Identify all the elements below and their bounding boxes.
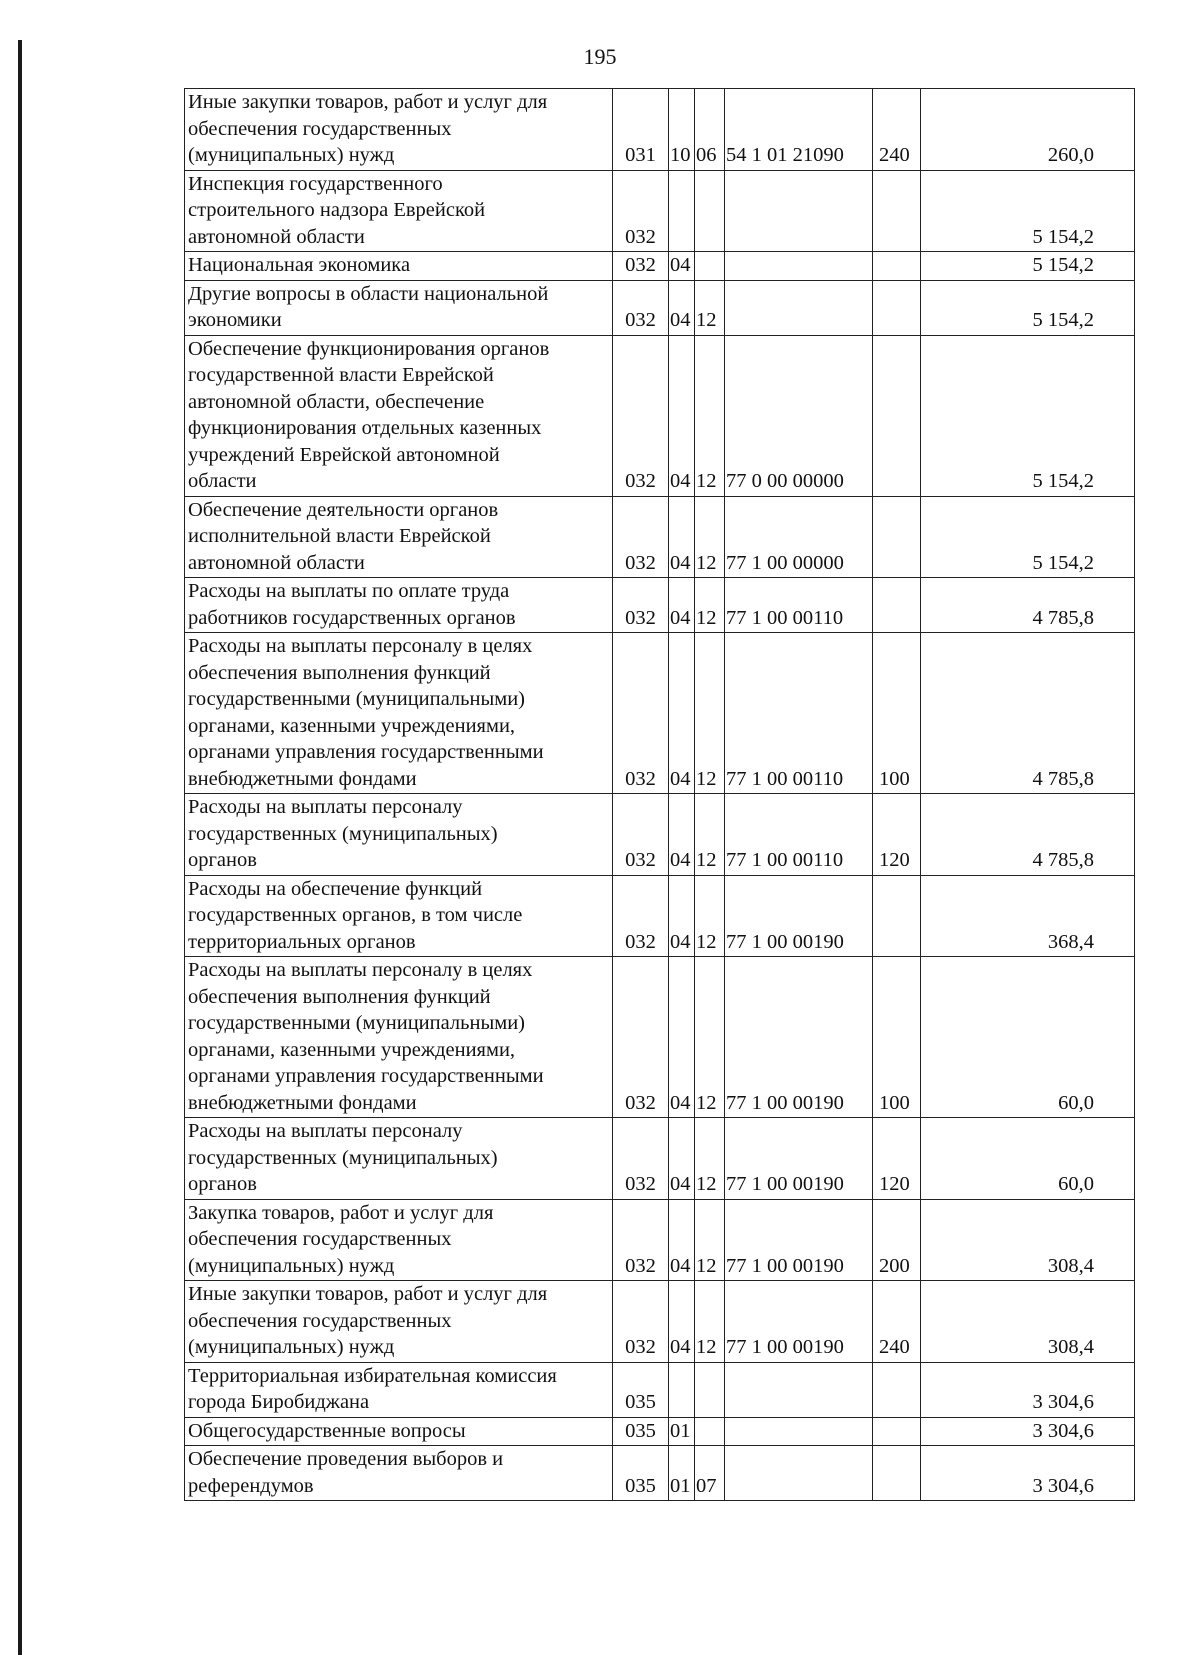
table-row	[185, 1362, 1135, 1417]
ministry-code-cell: 032	[613, 578, 669, 633]
amount-cell: 308,4	[921, 1199, 1135, 1281]
section-code-cell: 01	[669, 1417, 695, 1446]
subsection-code-cell	[695, 170, 725, 252]
section-code-cell	[669, 1362, 695, 1417]
subsection-code-cell: 12	[695, 280, 725, 335]
section-code-cell: 04	[669, 794, 695, 876]
table-row	[185, 335, 1135, 496]
expense-type-cell	[873, 875, 921, 957]
target-article-cell: 77 0 00 00000	[725, 335, 873, 496]
target-article-cell: 77 1 00 00190	[725, 1199, 873, 1281]
subsection-code-cell: 12	[695, 1199, 725, 1281]
row-name-cell: Обеспечение проведения выборов и референдумов	[185, 1446, 613, 1501]
ministry-code-cell: 032	[613, 1281, 669, 1363]
expense-type-cell	[873, 496, 921, 578]
amount-cell: 4 785,8	[921, 578, 1135, 633]
amount-cell: 5 154,2	[921, 252, 1135, 281]
amount-cell: 3 304,6	[921, 1417, 1135, 1446]
target-article-cell: 77 1 00 00000	[725, 496, 873, 578]
target-article-cell	[725, 252, 873, 281]
amount-cell: 4 785,8	[921, 794, 1135, 876]
table-row	[185, 89, 1135, 171]
expense-type-cell: 240	[873, 89, 921, 171]
target-article-cell: 77 1 00 00190	[725, 1281, 873, 1363]
row-name-cell: Иные закупки товаров, работ и услуг для обеспечения государственных (муниципальных) нужд	[185, 89, 613, 171]
subsection-code-cell: 12	[695, 1118, 725, 1200]
section-code-cell: 04	[669, 335, 695, 496]
amount-cell: 60,0	[921, 1118, 1135, 1200]
subsection-code-cell	[695, 1362, 725, 1417]
expense-type-cell: 100	[873, 957, 921, 1118]
ministry-code-cell: 035	[613, 1417, 669, 1446]
section-code-cell: 04	[669, 1281, 695, 1363]
row-name-cell: Расходы на выплаты персоналу в целях обеспечения выполнения функций государственными (муниципальными) органами, казенными учреждениями, органами управления государственными внебюджетными фондами	[185, 633, 613, 794]
amount-cell: 60,0	[921, 957, 1135, 1118]
amount-cell: 3 304,6	[921, 1362, 1135, 1417]
target-article-cell: 77 1 00 00190	[725, 957, 873, 1118]
subsection-code-cell: 12	[695, 578, 725, 633]
row-name-cell: Общегосударственные вопросы	[185, 1417, 613, 1446]
ministry-code-cell: 032	[613, 1118, 669, 1200]
row-name-cell: Национальная экономика	[185, 252, 613, 281]
amount-cell: 5 154,2	[921, 280, 1135, 335]
section-code-cell: 01	[669, 1446, 695, 1501]
target-article-cell: 54 1 01 21090	[725, 89, 873, 171]
ministry-code-cell: 032	[613, 252, 669, 281]
section-code-cell: 04	[669, 578, 695, 633]
subsection-code-cell	[695, 1417, 725, 1446]
table-row	[185, 875, 1135, 957]
target-article-cell	[725, 170, 873, 252]
expense-type-cell: 120	[873, 1118, 921, 1200]
expense-type-cell	[873, 170, 921, 252]
subsection-code-cell: 12	[695, 875, 725, 957]
row-name-cell: Иные закупки товаров, работ и услуг для обеспечения государственных (муниципальных) нужд	[185, 1281, 613, 1363]
page-number: 195	[583, 44, 617, 69]
row-name-cell: Расходы на выплаты персоналу государственных (муниципальных) органов	[185, 794, 613, 876]
expense-type-cell	[873, 578, 921, 633]
target-article-cell: 77 1 00 00110	[725, 633, 873, 794]
row-name-cell: Расходы на выплаты по оплате труда работников государственных органов	[185, 578, 613, 633]
table-row	[185, 1417, 1135, 1446]
expense-type-cell	[873, 280, 921, 335]
row-name-cell: Расходы на выплаты персоналу государственных (муниципальных) органов	[185, 1118, 613, 1200]
table-row	[185, 496, 1135, 578]
expense-type-cell	[873, 1362, 921, 1417]
expense-type-cell	[873, 335, 921, 496]
ministry-code-cell: 031	[613, 89, 669, 171]
table-row	[185, 1281, 1135, 1363]
subsection-code-cell: 12	[695, 633, 725, 794]
amount-cell: 5 154,2	[921, 170, 1135, 252]
expense-type-cell: 100	[873, 633, 921, 794]
section-code-cell: 04	[669, 1199, 695, 1281]
amount-cell: 5 154,2	[921, 496, 1135, 578]
subsection-code-cell	[695, 252, 725, 281]
table-row	[185, 1199, 1135, 1281]
row-name-cell: Территориальная избирательная комиссия города Биробиджана	[185, 1362, 613, 1417]
ministry-code-cell: 035	[613, 1362, 669, 1417]
table-row	[185, 578, 1135, 633]
table-row	[185, 1118, 1135, 1200]
ministry-code-cell: 035	[613, 1446, 669, 1501]
row-name-cell: Обеспечение функционирования органов государственной власти Еврейской автономной области, обеспечение функционирования отдельных казенных учреждений Еврейской автономной области	[185, 335, 613, 496]
ministry-code-cell: 032	[613, 875, 669, 957]
amount-cell: 3 304,6	[921, 1446, 1135, 1501]
subsection-code-cell: 07	[695, 1446, 725, 1501]
target-article-cell	[725, 1362, 873, 1417]
amount-cell: 260,0	[921, 89, 1135, 171]
row-name-cell: Инспекция государственного строительного надзора Еврейской автономной области	[185, 170, 613, 252]
row-name-cell: Расходы на выплаты персоналу в целях обеспечения выполнения функций государственными (муниципальными) органами, казенными учреждениями, органами управления государственными внебюджетными фондами	[185, 957, 613, 1118]
section-code-cell: 10	[669, 89, 695, 171]
ministry-code-cell: 032	[613, 1199, 669, 1281]
row-name-cell: Расходы на обеспечение функций государственных органов, в том числе территориальных органов	[185, 875, 613, 957]
expense-type-cell	[873, 1417, 921, 1446]
expense-type-cell	[873, 252, 921, 281]
row-name-cell: Другие вопросы в области национальной экономики	[185, 280, 613, 335]
subsection-code-cell: 12	[695, 1281, 725, 1363]
table-body	[185, 89, 1135, 1501]
section-code-cell	[669, 170, 695, 252]
section-code-cell: 04	[669, 957, 695, 1118]
ministry-code-cell: 032	[613, 957, 669, 1118]
amount-cell: 308,4	[921, 1281, 1135, 1363]
section-code-cell: 04	[669, 252, 695, 281]
table-row	[185, 280, 1135, 335]
row-name-cell: Обеспечение деятельности органов исполнительной власти Еврейской автономной области	[185, 496, 613, 578]
target-article-cell: 77 1 00 00110	[725, 578, 873, 633]
ministry-code-cell: 032	[613, 335, 669, 496]
expense-type-cell	[873, 1446, 921, 1501]
subsection-code-cell: 12	[695, 496, 725, 578]
expense-type-cell: 240	[873, 1281, 921, 1363]
section-code-cell: 04	[669, 496, 695, 578]
target-article-cell	[725, 280, 873, 335]
section-code-cell: 04	[669, 1118, 695, 1200]
target-article-cell	[725, 1417, 873, 1446]
amount-cell: 4 785,8	[921, 633, 1135, 794]
table-row	[185, 794, 1135, 876]
target-article-cell: 77 1 00 00110	[725, 794, 873, 876]
subsection-code-cell: 12	[695, 957, 725, 1118]
table-row	[185, 1446, 1135, 1501]
section-code-cell: 04	[669, 633, 695, 794]
section-code-cell: 04	[669, 875, 695, 957]
target-article-cell: 77 1 00 00190	[725, 875, 873, 957]
ministry-code-cell: 032	[613, 280, 669, 335]
table-row	[185, 633, 1135, 794]
ministry-code-cell: 032	[613, 633, 669, 794]
subsection-code-cell: 06	[695, 89, 725, 171]
expense-type-cell: 120	[873, 794, 921, 876]
budget-table	[184, 88, 1135, 1501]
row-name-cell: Закупка товаров, работ и услуг для обеспечения государственных (муниципальных) нужд	[185, 1199, 613, 1281]
table-row	[185, 252, 1135, 281]
ministry-code-cell: 032	[613, 496, 669, 578]
table-row	[185, 957, 1135, 1118]
ministry-code-cell: 032	[613, 794, 669, 876]
subsection-code-cell: 12	[695, 335, 725, 496]
amount-cell: 5 154,2	[921, 335, 1135, 496]
expense-type-cell: 200	[873, 1199, 921, 1281]
table-row	[185, 170, 1135, 252]
target-article-cell: 77 1 00 00190	[725, 1118, 873, 1200]
binding-margin-line	[18, 40, 22, 1655]
subsection-code-cell: 12	[695, 794, 725, 876]
target-article-cell	[725, 1446, 873, 1501]
section-code-cell: 04	[669, 280, 695, 335]
amount-cell: 368,4	[921, 875, 1135, 957]
ministry-code-cell: 032	[613, 170, 669, 252]
